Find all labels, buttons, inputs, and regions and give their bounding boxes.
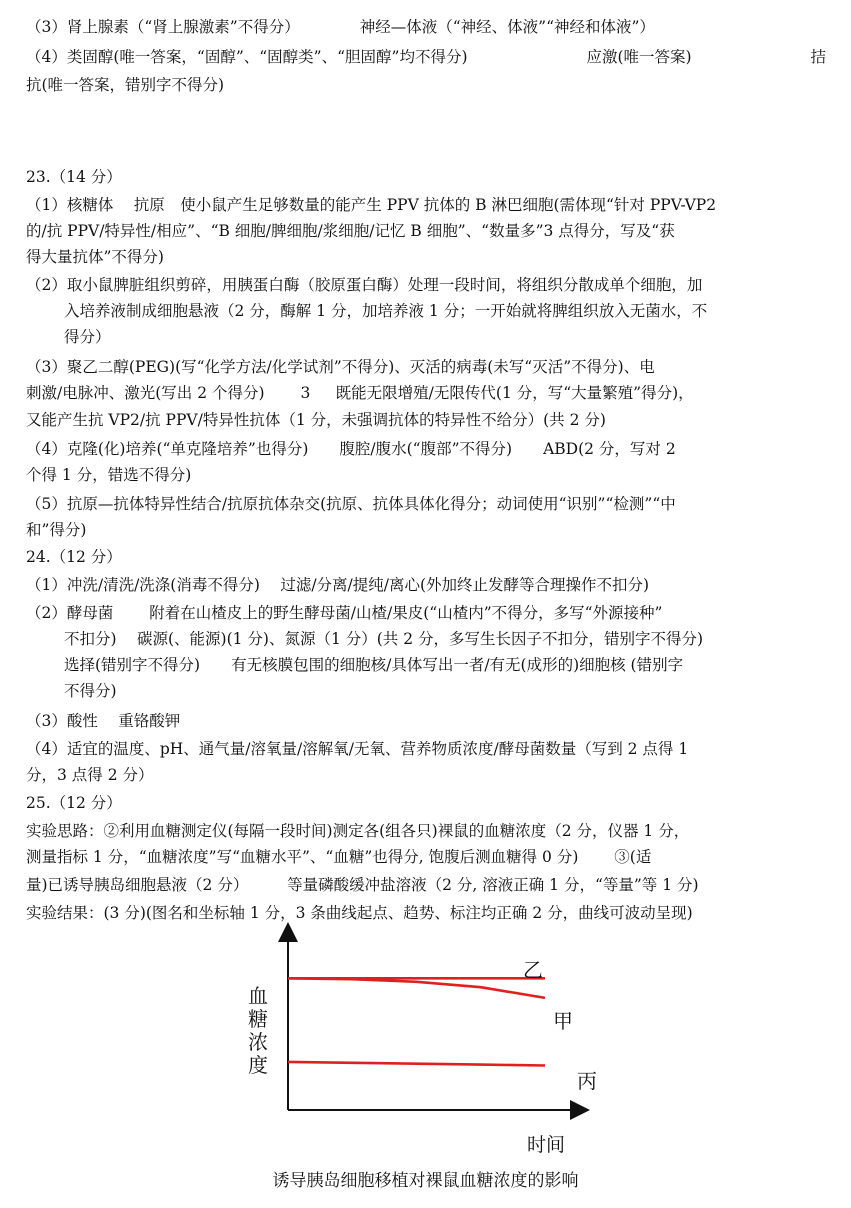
y-axis-label-char: 血 xyxy=(248,984,268,1008)
q25-heading: 25.（12 分） xyxy=(26,794,122,812)
q23-p4-line: 个得 1 分，错选不得分) xyxy=(26,466,192,484)
q23-p4-line: （4）克隆(化)培养(“单克隆培养”也得分) 腹腔/腹水(“腹部”不得分) ABD(2 分，写对 2 xyxy=(26,440,676,458)
q22-part4-answer-b: 应激(唯一答案) xyxy=(586,48,692,66)
series-line-甲 xyxy=(288,978,545,998)
series-label: 乙 xyxy=(523,958,543,982)
q25-line: 量)已诱导胰岛细胞悬液（2 分） 等量磷酸缓冲盐溶液（2 分, 溶液正确 1 分，“等量”等 1 分) xyxy=(26,876,699,894)
series-line-丙 xyxy=(288,1062,545,1066)
q22-part4-answer-a: （4）类固醇(唯一答案，“固醇”、“固醇类”、“胆固醇”均不得分) xyxy=(26,48,468,66)
q23-heading: 23.（14 分） xyxy=(26,168,122,186)
q23-p2-line: 得分） xyxy=(64,328,111,346)
q24-p2-line: 选择(错别字不得分) 有无核膜包围的细胞核/具体写出一者/有无(成形的)细胞核 (错别字 xyxy=(64,656,684,674)
q25-line: 测量指标 1 分，“血糖浓度”写“血糖水平”、“血糖”也得分, 饱腹后测血糖得 0 分) ③(适 xyxy=(26,848,652,866)
y-axis-label xyxy=(248,984,268,1077)
q25-line: 实验结果：(3 分)(图名和坐标轴 1 分，3 条曲线起点、趋势、标注均正确 2 分，曲线可波动呈现) xyxy=(26,904,693,922)
q23-p3-line: 又能产生抗 VP2/抗 PPV/特异性抗体（1 分，未强调抗体的特异性不给分）(共 2 分) xyxy=(26,411,606,429)
chart-title: 诱导胰岛细胞移植对裸鼠血糖浓度的影响 xyxy=(272,1171,579,1191)
q22-part3-answer-b: 神经—体液（“神经、体液”“神经和体液”） xyxy=(359,18,655,36)
q23-p1-line: （1）核糖体 抗原 使小鼠产生足够数量的能产生 PPV 抗体的 B 淋巴细胞(需体现“针对 PPV-VP2 xyxy=(26,196,717,214)
q24-p2-line: （2）酵母菌 附着在山楂皮上的野生酵母菌/山楂/果皮(“山楂内”不得分，多写“外源接种” xyxy=(26,604,663,622)
q25-line: 实验思路：②利用血糖测定仪(每隔一段时间)测定各(组各只)裸鼠的血糖浓度（2 分，仪器 1 分， xyxy=(26,822,690,840)
q22-line4-cont: 抗(唯一答案，错别字不得分) xyxy=(26,76,225,94)
q23-p1-line: 得大量抗体”不得分) xyxy=(26,248,164,266)
q22-part3-answer-a: （3）肾上腺素（“肾上腺激素”不得分） xyxy=(26,18,300,36)
series-label: 丙 xyxy=(577,1069,597,1093)
series-label: 甲 xyxy=(553,1009,573,1033)
y-axis-label-char: 浓 xyxy=(248,1030,268,1054)
q24-p1-line: （1）冲洗/清洗/洗涤(消毒不得分) 过滤/分离/提纯/离心(外加终止发酵等合理操作不扣分) xyxy=(26,576,650,594)
q23-p3-line: 刺激/电脉冲、激光(写出 2 个得分) 3 既能无限增殖/无限传代(1 分，写“大量繁殖”得分)， xyxy=(26,384,694,402)
q23-p3-line: （3）聚乙二醇(PEG)(写“化学方法/化学试剂”不得分)、灭活的病毒(未写“灭活”不得分)、电 xyxy=(26,358,655,376)
q23-p2-line: 入培养液制成细胞悬液（2 分，酶解 1 分，加培养液 1 分；一开始就将脾组织放入无菌水，不 xyxy=(64,302,708,320)
x-axis-label: 时间 xyxy=(527,1134,566,1156)
q24-heading: 24.（12 分） xyxy=(26,548,122,566)
q24-p2-line: 不得分) xyxy=(64,682,117,700)
q22-part4-answer-c: 拮 xyxy=(810,48,826,66)
q23-p5-line: 和”得分) xyxy=(26,521,87,539)
y-axis-label-char: 糖 xyxy=(248,1007,268,1031)
q23-p2-line: （2）取小鼠脾脏组织剪碎，用胰蛋白酶（胶原蛋白酶）处理一段时间，将组织分散成单个细胞，加 xyxy=(26,276,703,294)
q23-p1-line: 的/抗 PPV/特异性/相应”、“B 细胞/脾细胞/浆细胞/记忆 B 细胞”、“数量多”3 点得分，写及“获 xyxy=(26,222,675,240)
q23-p5-line: （5）抗原—抗体特异性结合/抗原抗体杂交(抗原、抗体具体化得分；动词使用“识别”“检测”“中 xyxy=(26,495,676,513)
q24-p3-line: （3）酸性 重铬酸钾 xyxy=(26,712,181,730)
y-axis-label-char: 度 xyxy=(248,1053,268,1077)
series-group xyxy=(288,958,597,1093)
q24-p2-line: 不扣分) 碳源(、能源)(1 分)、氮源（1 分）(共 2 分，多写生长因子不扣分，错别字不得分) xyxy=(64,630,704,648)
q24-p4-line: （4）适宜的温度、pH、通气量/溶氧量/溶解氧/无氧、营养物质浓度/酵母菌数量（写到 2 点得 1 xyxy=(26,740,689,758)
q24-p4-line: 分，3 点得 2 分） xyxy=(26,766,154,784)
